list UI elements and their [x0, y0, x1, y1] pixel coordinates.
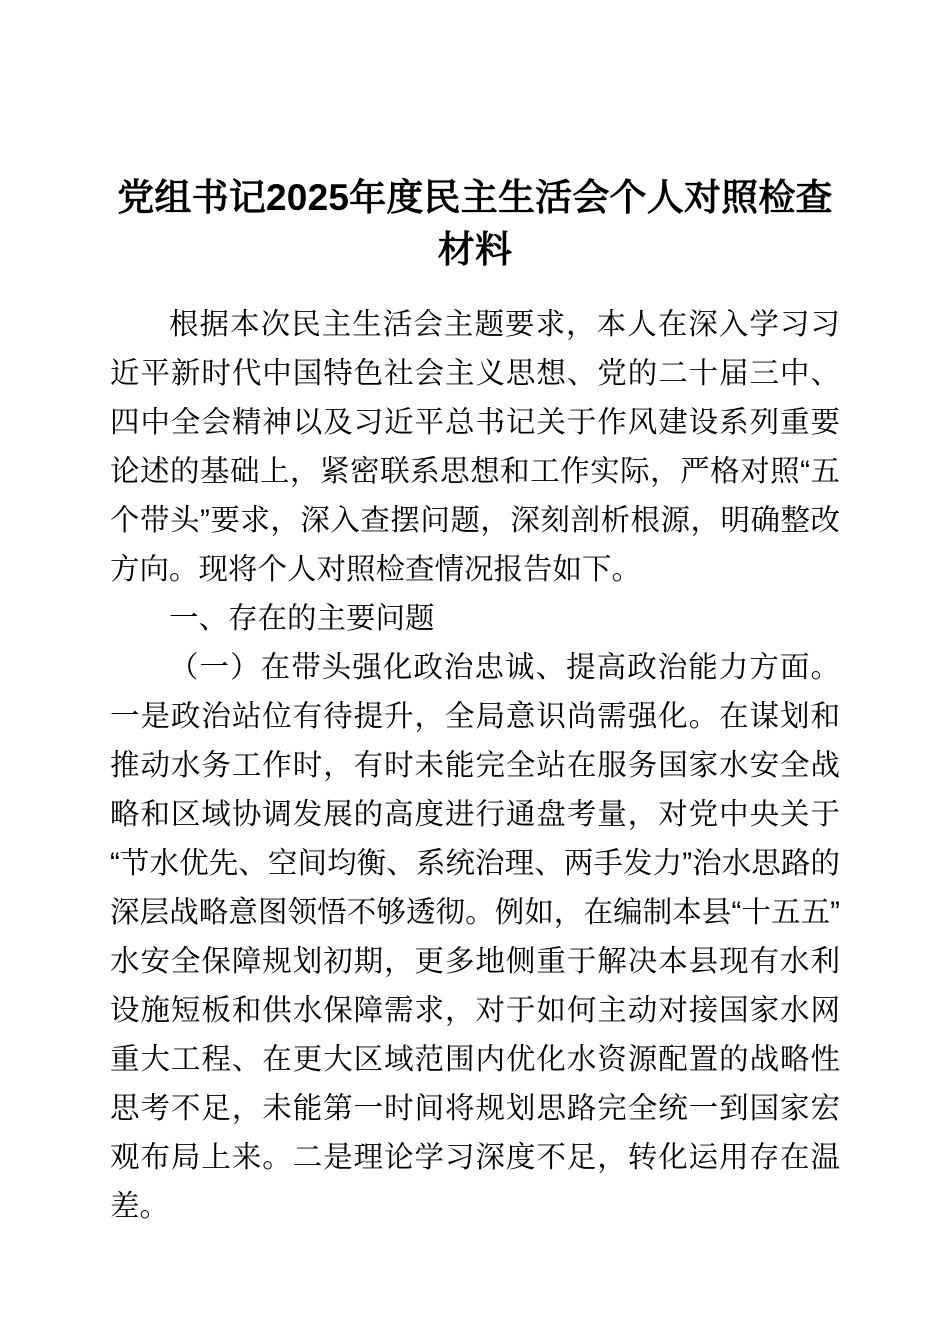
section-heading-one: 一、存在的主要问题 [169, 602, 435, 635]
document-body [110, 300, 840, 1231]
subsection-one-paragraph: （一）在带头强化政治忠诚、提高政治能力方面。一是政治站位有待提升，全局意识尚需强化。在谋划和推动水务工作时，有时未能完全站在服务国家水安全战略和区域协调发展的高度进行通盘考量，对党中央关于“节水优先、空间均衡、系统治理、两手发力”治水思路的深层战略意图领悟不够透彻。例如，在编制本县“十五五”水安全保障规划初期，更多地侧重于解决本县现有水利设施短板和供水保障需求，对于如何主动对接国家水网重大工程、在更大区域范围内优化水资源配置的战略性思考不足，未能第一时间将规划思路完全统一到国家宏观布局上来。二是理论学习深度不足，转化运用存在温差。 [110, 651, 840, 1223]
page-title: 党组书记2025年度民主生活会个人对照检查材料 [117, 177, 833, 270]
intro-paragraph: 根据本次民主生活会主题要求，本人在深入学习习近平新时代中国特色社会主义思想、党的二十届三中、四中全会精神以及习近平总书记关于作风建设系列重要论述的基础上，紧密联系思想和工作实际，严格对照“五个带头”要求，深入查摆问题，深刻剖析根源，明确整改方向。现将个人对照检查情况报告如下。 [110, 308, 840, 586]
